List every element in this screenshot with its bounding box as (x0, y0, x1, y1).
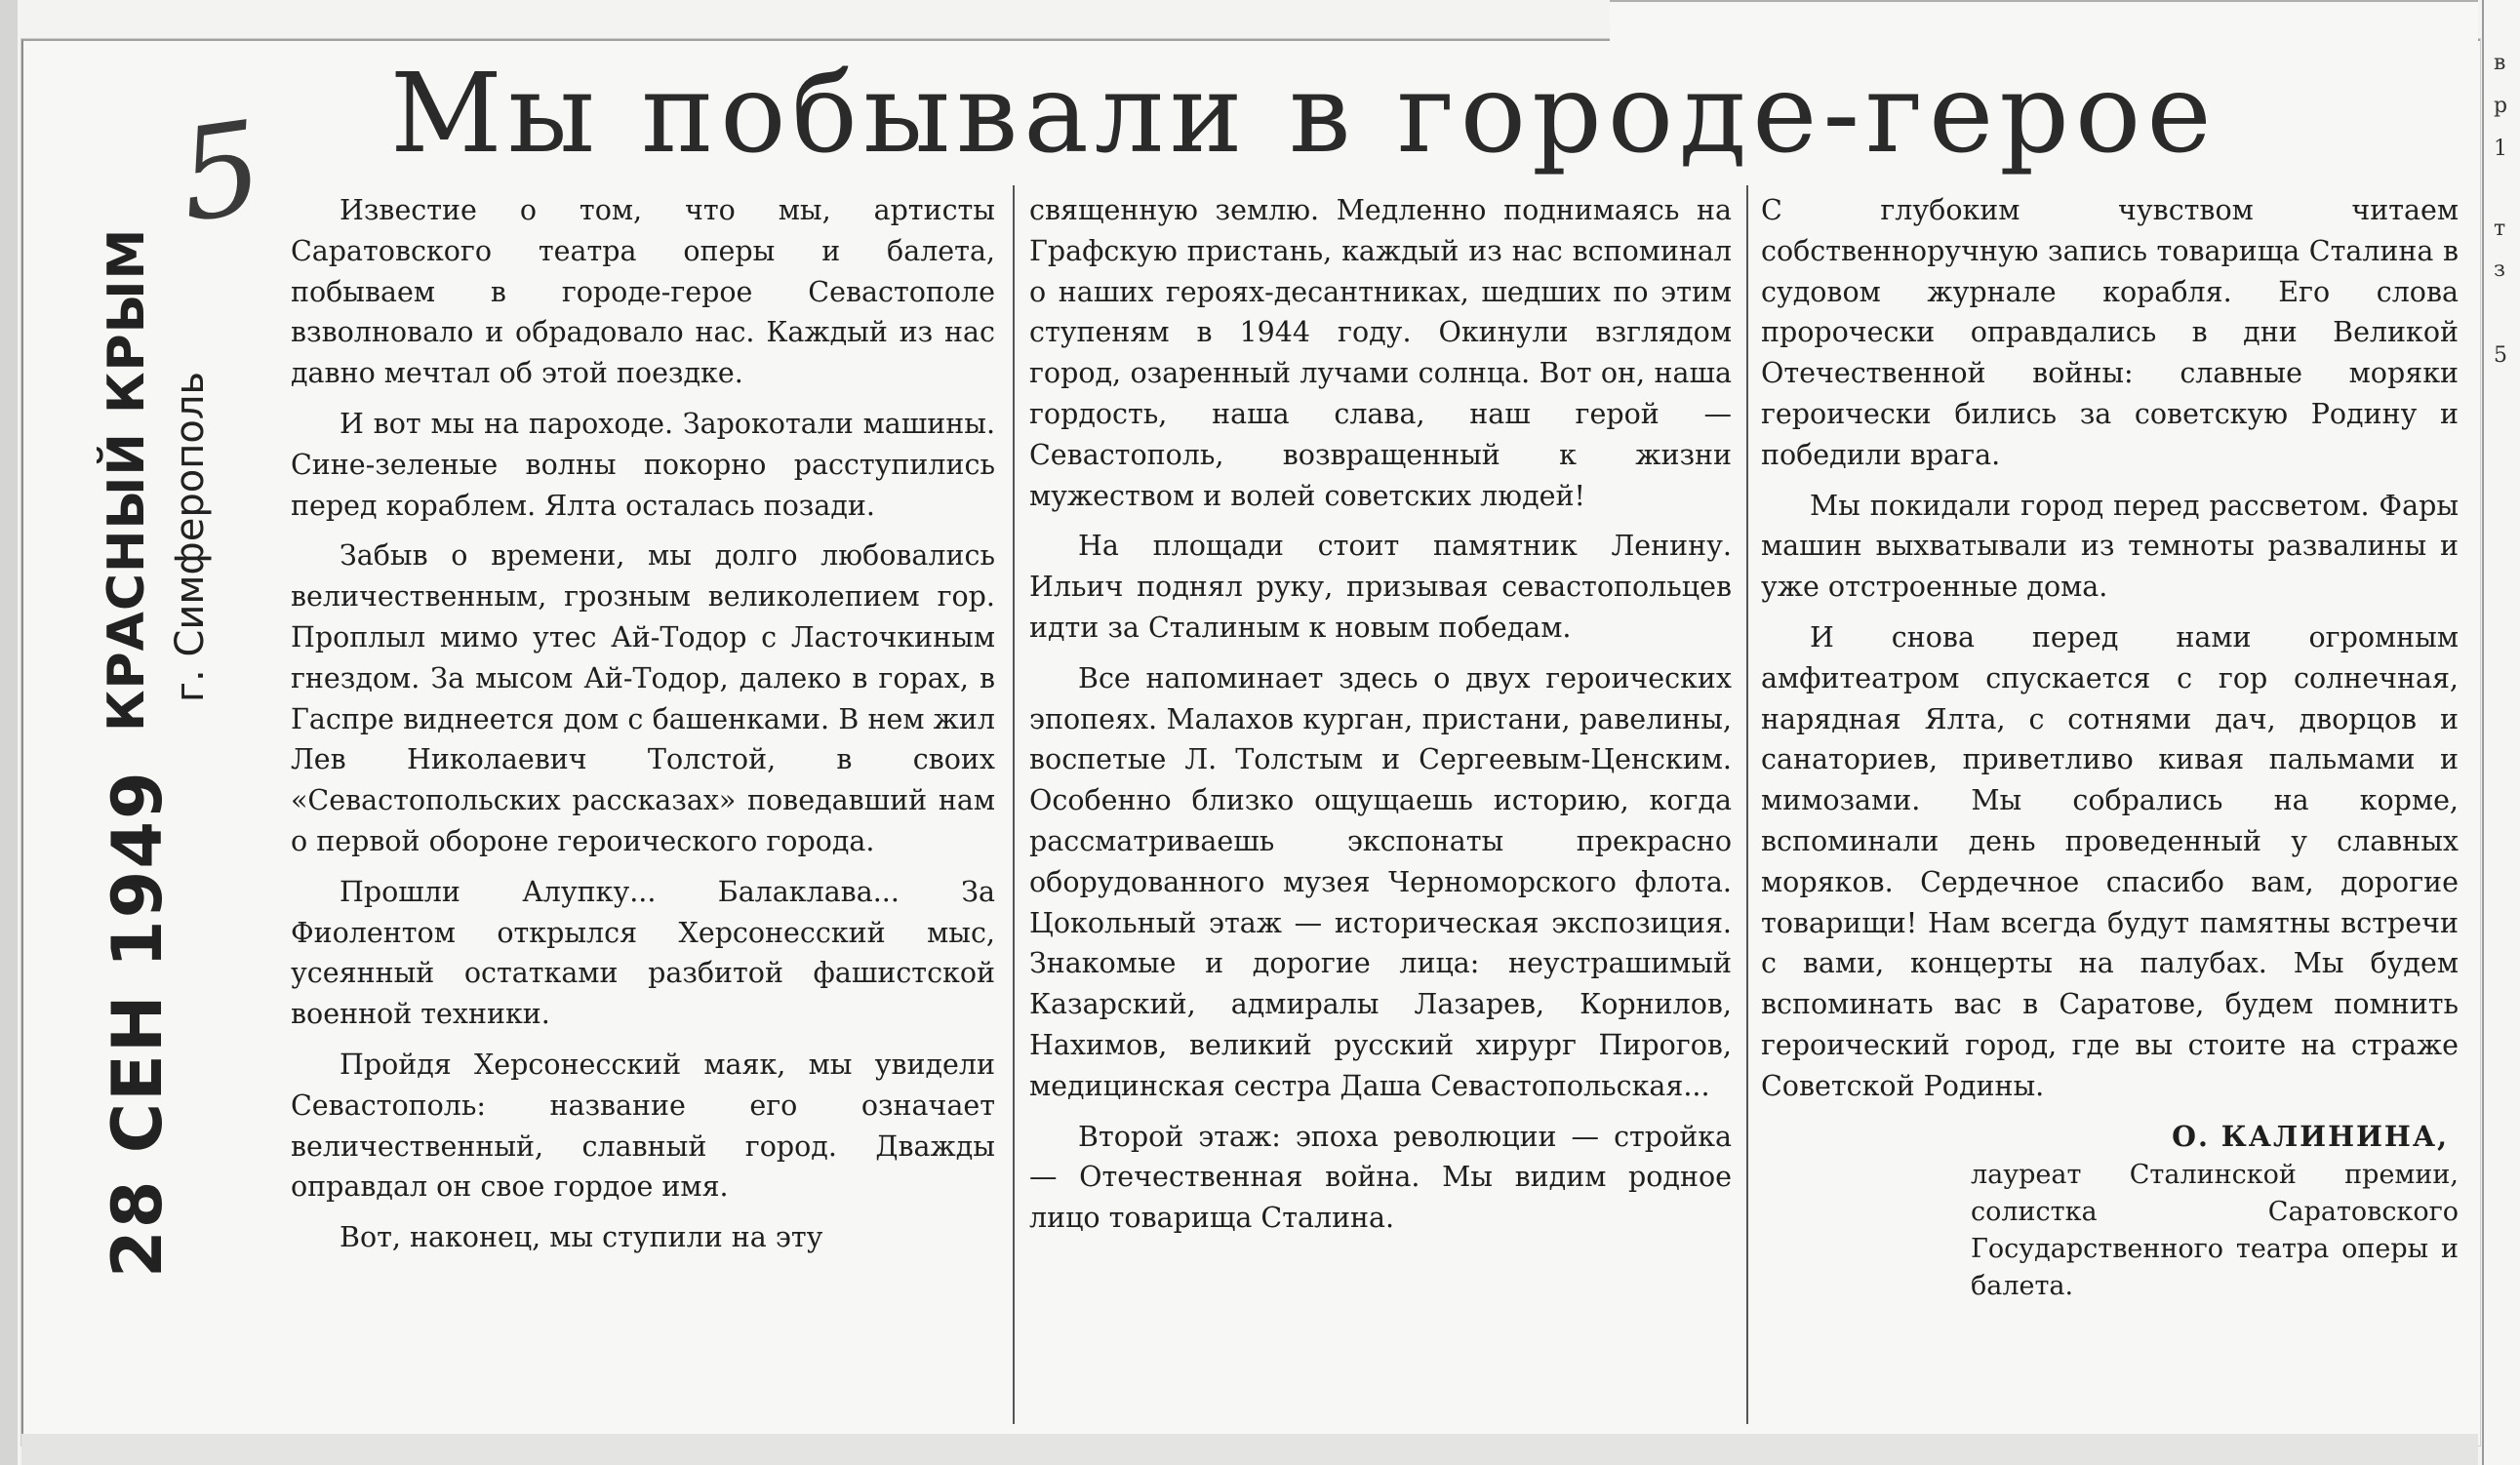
paragraph: священную землю. Медленно поднимаясь на Графскую пристань, каждый из нас вспоминал о наших героях-десантниках, шедших по этим ступеням в 1944 году. Окинули взглядом город, озаренный лучами солнца. Вот он, наша гордость, наша слава, наш герой — Севастополь, возвращенный к жизни мужеством и волей советских людей! (1029, 194, 1732, 512)
torn-bottom-edge (21, 1434, 2478, 1465)
handwritten-number: 5 (170, 92, 271, 252)
paragraph: Мы покидали город перед рассветом. Фары машин выхватывали из темноты развалины и уже отстроенные дома. (1761, 489, 2459, 604)
edge-letter: 1 (2494, 137, 2507, 161)
paragraph: И снова перед нами огромным амфитеатром спускается с гор солнечная, нарядная Ялта, с сотнями дач, дворцов и санаториев, приветливо кивая пальмами и мимозами. Мы собрались на корме, вспоминали день проведенный у славных моряков. Сердечное спасибо вам, дорогие товарищи! Нам всегда будут памятны встречи с вами, концерты на палубах. Мы будем вспоминать вас в Саратове, будем помнить героический город, где вы стоите на страже Советской Родины. (1761, 620, 2459, 1102)
stamp-city: г. Симферополь (168, 372, 213, 702)
article-column-2 (1029, 190, 1732, 1248)
paragraph: Второй этаж: эпоха революции — стройка — Отечественная война. Мы видим родное лицо товарища Сталина. (1029, 1120, 1732, 1235)
edge-letter: в (2494, 51, 2506, 75)
paragraph: Прошли Алупку... Балаклава... За Фиолентом открылся Херсонесский мыс, усеянный остатками разбитой фашистской военной техники. (291, 875, 995, 1031)
article-column-3 (1761, 190, 2459, 1305)
stamp-date: 28 СЕН 1949 (98, 770, 178, 1278)
edge-letter: р (2494, 94, 2508, 118)
paragraph: С глубоким чувством читаем собственноручную запись товарища Сталина в судовом журнале корабля. Его слова пророчески оправдались в дни Великой Отечественной войны: славные моряки героически бились за советскую Родину и победили врага. (1761, 194, 2459, 471)
paragraph: Вот, наконец, мы ступили на эту (340, 1221, 823, 1254)
scanner-edge (0, 0, 18, 1465)
column-divider (1746, 185, 1748, 1424)
column-divider (1013, 185, 1015, 1424)
author-signature (1761, 1117, 2459, 1306)
article-column-1 (291, 190, 995, 1268)
paragraph: Забыв о времени, мы долго любовались величественным, грозным великолепием гор. Проплыл мимо утес Ай-Тодор с Ласточкиным гнездом. За мысом Ай-Тодор, далеко в горах, в Гаспре виднеется дом с башенками. В нем жил Лев Николаевич Толстой, в своих «Севастопольских рассказах» поведавший нам о первой обороне героического города. (291, 539, 995, 857)
clipping-top-extension (1610, 0, 2478, 41)
stamp-newspaper-name: КРАСНЫЙ КРЫМ (98, 227, 156, 732)
edge-letter: з (2494, 257, 2505, 282)
article-headline: Мы побывали в городе-герое (390, 51, 2218, 178)
edge-letter: т (2494, 217, 2506, 241)
paragraph: И вот мы на пароходе. Зарокотали машины. Сине-зеленые волны покорно расступились перед кораблем. Ялта осталась позади. (291, 407, 995, 522)
edge-letter: 5 (2494, 343, 2507, 368)
paragraph: Известие о том, что мы, артисты Саратовского театра оперы и балета, побываем в городе-герое Севастополе взволновало и обрадовало нас. Каждый из нас давно мечтал об этой поездке. (291, 194, 995, 390)
paragraph: На площади стоит памятник Ленину. Ильич поднял руку, призывая севастопольцев идти за Сталиным к новым победам. (1029, 530, 1732, 644)
paragraph: Пройдя Херсонесский маяк, мы увидели Севастополь: название его означает величественный, славный город. Дважды оправдал он свое гордое имя. (291, 1048, 995, 1204)
paragraph: Все напоминает здесь о двух героических эпопеях. Малахов курган, пристани, равелины, воспетые Л. Толстым и Сергеевым-Ценским. Особенно близко ощущаешь историю, когда рассматриваешь экспонаты прекрасно оборудованного музея Черноморского флота. Цокольный этаж — историческая экспозиция. Знакомые и дорогие лица: неустрашимый Казарский, адмиралы Лазарев, Корнилов, Нахимов, великий русский хирург Пирогов, медицинская сестра Даша Севастопольская... (1029, 661, 1732, 1102)
author-title: лауреат Сталинской премии, солистка Саратовского Государственного театра оперы и балета. (1971, 1160, 2459, 1302)
author-name: О. КАЛИНИНА, (2172, 1119, 2449, 1153)
